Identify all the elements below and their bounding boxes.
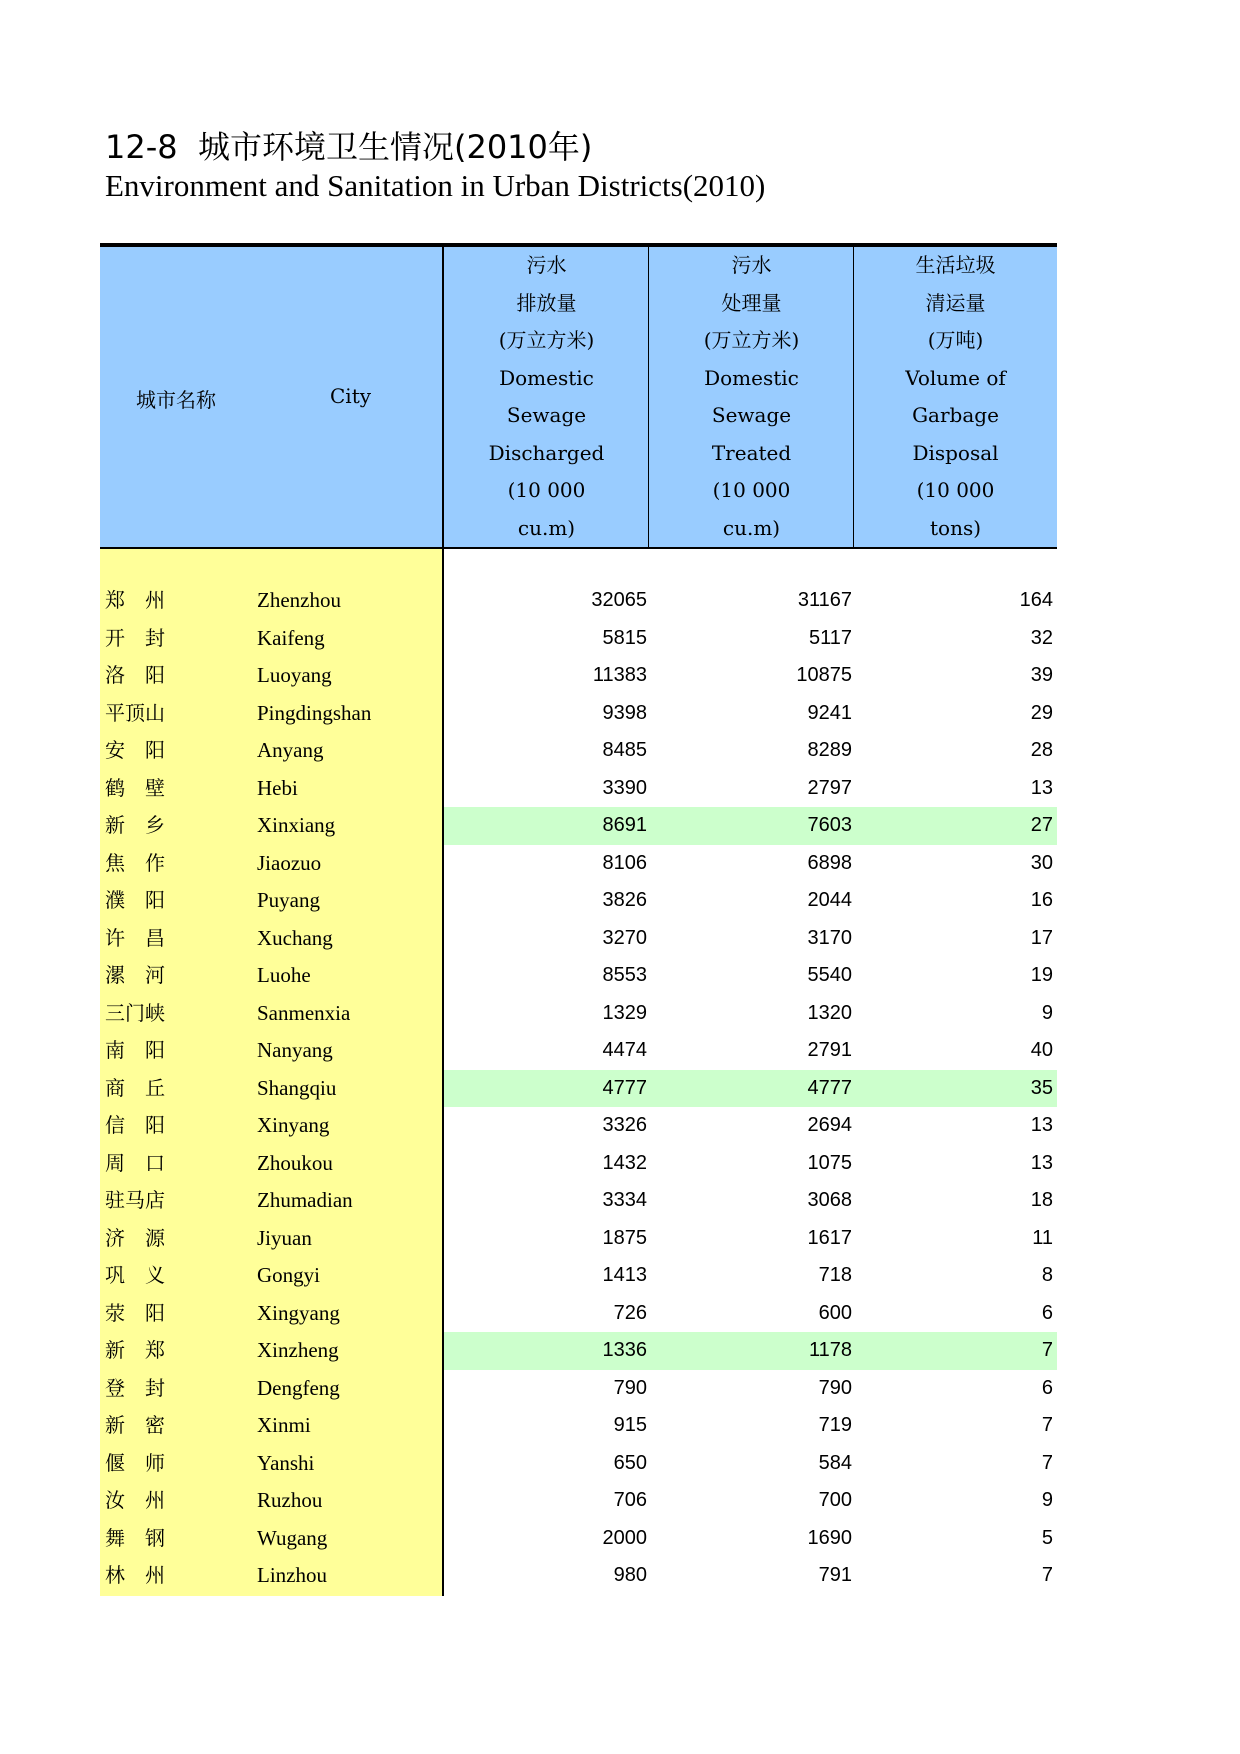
title-chinese: 12-8 城市环境卫生情况(2010年)	[105, 128, 593, 166]
sewage-discharged-value: 3334	[602, 1189, 647, 1211]
garbage-disposal-value: 9	[1041, 1001, 1053, 1024]
city-name-chinese: 驻马店	[105, 1188, 165, 1212]
city-name-chinese: 新 乡	[105, 813, 165, 837]
table-row	[100, 1407, 1057, 1445]
header-divider	[853, 247, 854, 547]
city-name-chinese: 平顶山	[105, 700, 165, 725]
table-header	[100, 247, 1057, 547]
header-line: Domestic	[704, 365, 799, 390]
city-name-english: Pingdingshan	[257, 700, 372, 725]
garbage-disposal-value: 164	[1019, 589, 1053, 611]
header-line: Domestic	[499, 365, 594, 390]
header-city-chinese: 城市名称	[136, 388, 216, 412]
header-line: (万立方米)	[498, 328, 595, 352]
garbage-disposal-value: 7	[1041, 1451, 1053, 1474]
sewage-discharged-value: 790	[613, 1376, 647, 1399]
header-divider	[648, 247, 649, 547]
table-row	[100, 957, 1057, 995]
city-name-english: Sanmenxia	[257, 1000, 351, 1025]
header-city-english: City	[330, 384, 372, 408]
table-row	[100, 1370, 1057, 1408]
city-name-chinese: 开 封	[105, 625, 165, 650]
table-row	[100, 995, 1057, 1033]
table-row	[100, 1220, 1057, 1258]
sewage-treated-value: 2797	[807, 776, 852, 799]
garbage-disposal-value: 13	[1030, 1151, 1053, 1174]
city-name-english: Xinxiang	[257, 813, 336, 837]
table-row	[100, 1520, 1057, 1558]
header-line: Garbage	[912, 403, 999, 427]
table-row	[100, 807, 1057, 845]
header-line: cu.m)	[517, 515, 576, 540]
sewage-treated-value: 4777	[807, 1076, 852, 1099]
sewage-discharged-value: 1329	[602, 1001, 647, 1024]
garbage-disposal-value: 29	[1030, 701, 1053, 724]
city-name-chinese: 舞 钢	[105, 1525, 165, 1550]
sewage-treated-value: 584	[818, 1451, 852, 1474]
sewage-treated-value: 1320	[807, 1001, 852, 1024]
city-name-chinese: 新 密	[105, 1413, 165, 1437]
city-name-english: Xingyang	[257, 1300, 340, 1325]
table-row	[100, 1107, 1057, 1145]
sewage-treated-value: 9241	[807, 701, 852, 724]
sewage-treated-value: 719	[818, 1414, 852, 1436]
sewage-discharged-value: 1413	[602, 1264, 647, 1286]
garbage-disposal-value: 16	[1030, 889, 1053, 911]
garbage-disposal-value: 35	[1030, 1076, 1053, 1099]
city-name-english: Zhumadian	[257, 1188, 353, 1212]
sewage-treated-value: 790	[818, 1376, 852, 1399]
city-name-english: Zhoukou	[257, 1150, 333, 1175]
garbage-disposal-value: 6	[1041, 1301, 1053, 1324]
city-name-english: Jiaozuo	[257, 850, 322, 875]
garbage-disposal-value: 30	[1030, 851, 1053, 874]
table-row	[100, 732, 1057, 770]
city-name-english: Kaifeng	[257, 625, 325, 650]
header-line: (万吨)	[927, 328, 984, 352]
city-name-english: Wugang	[257, 1525, 328, 1550]
city-name-chinese: 偃 师	[105, 1450, 165, 1475]
sewage-discharged-value: 706	[613, 1489, 647, 1511]
city-name-chinese: 商 丘	[105, 1075, 165, 1100]
table-row	[100, 770, 1057, 808]
sewage-discharged-value: 1875	[602, 1226, 647, 1249]
header-line: 清运量	[925, 290, 986, 315]
header-line: 污水	[526, 253, 567, 277]
city-name-english: Linzhou	[257, 1563, 327, 1587]
city-name-chinese: 鹤 壁	[105, 775, 165, 800]
sewage-discharged-value: 1336	[602, 1339, 647, 1361]
city-name-chinese: 周 口	[105, 1150, 165, 1175]
sewage-discharged-value: 650	[613, 1451, 647, 1474]
garbage-disposal-value: 28	[1030, 739, 1053, 761]
sewage-treated-value: 2044	[807, 889, 852, 911]
sewage-discharged-value: 8691	[602, 814, 647, 836]
city-name-english: Dengfeng	[257, 1375, 340, 1400]
sewage-treated-value: 700	[818, 1489, 852, 1511]
city-name-chinese: 安 阳	[105, 738, 165, 762]
city-name-english: Xinyang	[257, 1113, 330, 1137]
sewage-treated-value: 2791	[807, 1039, 852, 1061]
garbage-disposal-value: 6	[1041, 1376, 1053, 1399]
table-row	[100, 1482, 1057, 1520]
sewage-treated-value: 1178	[808, 1339, 852, 1361]
garbage-disposal-value: 17	[1030, 926, 1053, 949]
sewage-discharged-value: 980	[613, 1564, 647, 1586]
table-row	[100, 845, 1057, 883]
table-row	[100, 882, 1057, 920]
sewage-discharged-value: 3326	[602, 1114, 647, 1136]
header-line: (10 000	[507, 478, 586, 502]
sewage-discharged-value: 11383	[592, 664, 647, 686]
sewage-discharged-value: 915	[613, 1414, 647, 1436]
city-name-chinese: 濮 阳	[105, 888, 165, 912]
city-name-chinese: 南 阳	[105, 1038, 165, 1062]
header-line: 排放量	[516, 290, 577, 315]
city-name-chinese: 济 源	[105, 1225, 165, 1250]
header-line: 生活垃圾	[915, 253, 996, 277]
city-name-english: Puyang	[257, 888, 320, 912]
sewage-discharged-value: 4777	[602, 1076, 647, 1099]
city-name-english: Jiyuan	[257, 1225, 312, 1250]
header-line: Disposal	[912, 440, 999, 465]
sewage-treated-value: 718	[818, 1264, 852, 1286]
garbage-disposal-value: 32	[1030, 626, 1053, 649]
city-name-english: Hebi	[257, 775, 298, 800]
city-name-chinese: 三门峡	[105, 1000, 165, 1025]
city-name-english: Xinzheng	[257, 1338, 339, 1362]
city-name-english: Zhenzhou	[257, 588, 341, 612]
city-name-english: Nanyang	[257, 1038, 333, 1062]
header-line: Sewage	[711, 403, 792, 427]
table-row	[100, 1295, 1057, 1333]
header-line: (万立方米)	[703, 328, 800, 352]
city-name-english: Luohe	[257, 963, 311, 987]
header-line: tons)	[929, 515, 982, 540]
sewage-treated-value: 6898	[807, 851, 852, 874]
sewage-treated-value: 1690	[807, 1526, 852, 1549]
sewage-discharged-value: 32065	[591, 589, 647, 611]
header-line: Sewage	[506, 403, 587, 427]
city-name-english: Xuchang	[257, 925, 333, 950]
sewage-discharged-value: 726	[613, 1301, 647, 1324]
header-sewage-treated	[649, 247, 854, 547]
garbage-disposal-value: 7	[1041, 1414, 1053, 1436]
city-column-divider	[442, 247, 444, 1596]
city-name-chinese: 林 州	[105, 1563, 165, 1587]
sewage-treated-value: 1075	[807, 1151, 852, 1174]
table-row	[100, 620, 1057, 658]
city-name-chinese: 郑 州	[105, 588, 165, 612]
sewage-treated-value: 3068	[807, 1189, 852, 1211]
sewage-treated-value: 3170	[807, 926, 852, 949]
table-row	[100, 1032, 1057, 1070]
garbage-disposal-value: 5	[1041, 1526, 1053, 1549]
header-line: 污水	[731, 253, 772, 277]
garbage-disposal-value: 9	[1041, 1489, 1053, 1511]
header-sewage-discharged	[444, 247, 649, 547]
sewage-treated-value: 5117	[808, 626, 852, 649]
sewage-discharged-value: 2000	[602, 1526, 647, 1549]
table-row	[100, 657, 1057, 695]
garbage-disposal-value: 39	[1030, 664, 1053, 686]
city-name-english: Anyang	[257, 738, 324, 762]
sewage-discharged-value: 8553	[602, 964, 647, 986]
city-name-english: Gongyi	[257, 1263, 320, 1287]
table-row	[100, 1145, 1057, 1183]
header-line: Discharged	[488, 440, 605, 465]
table-row	[100, 1332, 1057, 1370]
sewage-treated-value: 5540	[807, 964, 852, 986]
sewage-discharged-value: 1432	[602, 1151, 647, 1174]
city-name-chinese: 洛 阳	[105, 663, 165, 687]
garbage-disposal-value: 13	[1030, 776, 1053, 799]
header-line: Treated	[711, 440, 792, 465]
garbage-disposal-value: 11	[1032, 1226, 1053, 1249]
sewage-discharged-value: 8106	[602, 851, 647, 874]
header-line: Volume of	[905, 365, 1006, 390]
city-name-chinese: 登 封	[105, 1375, 165, 1400]
city-name-chinese: 新 郑	[105, 1338, 165, 1362]
garbage-disposal-value: 8	[1041, 1264, 1053, 1286]
sewage-discharged-value: 3270	[602, 926, 647, 949]
table-row	[100, 920, 1057, 958]
header-line: 处理量	[721, 290, 782, 315]
city-name-english: Xinmi	[257, 1413, 311, 1437]
sewage-treated-value: 2694	[807, 1114, 852, 1136]
table-row	[100, 1182, 1057, 1220]
title-english: Environment and Sanitation in Urban Districts(2010)	[105, 168, 766, 203]
garbage-disposal-value: 40	[1030, 1039, 1053, 1061]
sewage-treated-value: 8289	[807, 739, 852, 761]
table-row	[100, 695, 1057, 733]
garbage-disposal-value: 19	[1030, 964, 1053, 986]
table-row	[100, 1445, 1057, 1483]
garbage-disposal-value: 7	[1041, 1339, 1053, 1361]
city-name-english: Shangqiu	[257, 1075, 337, 1100]
sewage-discharged-value: 4474	[602, 1039, 647, 1061]
sewage-treated-value: 600	[818, 1301, 852, 1324]
sewage-discharged-value: 9398	[602, 701, 647, 724]
city-name-chinese: 汝 州	[105, 1488, 165, 1512]
table-row	[100, 1070, 1057, 1108]
city-name-chinese: 漯 河	[105, 963, 165, 987]
city-name-chinese: 许 昌	[105, 925, 165, 950]
sewage-treated-value: 791	[818, 1564, 852, 1586]
table-row	[100, 1257, 1057, 1295]
sewage-treated-value: 31167	[797, 589, 852, 611]
garbage-disposal-value: 13	[1030, 1114, 1053, 1136]
sewage-discharged-value: 3826	[602, 889, 647, 911]
header-line: cu.m)	[722, 515, 781, 540]
city-name-english: Luoyang	[257, 663, 332, 687]
garbage-disposal-value: 7	[1041, 1564, 1053, 1586]
city-name-chinese: 焦 作	[105, 850, 165, 875]
header-line: (10 000	[916, 478, 995, 502]
table-row	[100, 1557, 1057, 1595]
sewage-treated-value: 10875	[796, 664, 852, 686]
table-row	[100, 582, 1057, 620]
sewage-discharged-value: 5815	[602, 626, 647, 649]
garbage-disposal-value: 27	[1030, 814, 1053, 836]
sewage-discharged-value: 3390	[602, 776, 647, 799]
city-name-english: Ruzhou	[257, 1488, 323, 1512]
sewage-discharged-value: 8485	[602, 739, 647, 761]
garbage-disposal-value: 18	[1030, 1189, 1053, 1211]
header-garbage-disposal	[854, 247, 1057, 547]
city-name-chinese: 荥 阳	[105, 1300, 165, 1325]
header-line: (10 000	[712, 478, 791, 502]
city-name-english: Yanshi	[257, 1450, 315, 1475]
sewage-treated-value: 1617	[807, 1226, 852, 1249]
city-name-chinese: 信 阳	[105, 1113, 165, 1137]
sewage-treated-value: 7603	[807, 814, 852, 836]
city-name-chinese: 巩 义	[105, 1263, 165, 1287]
